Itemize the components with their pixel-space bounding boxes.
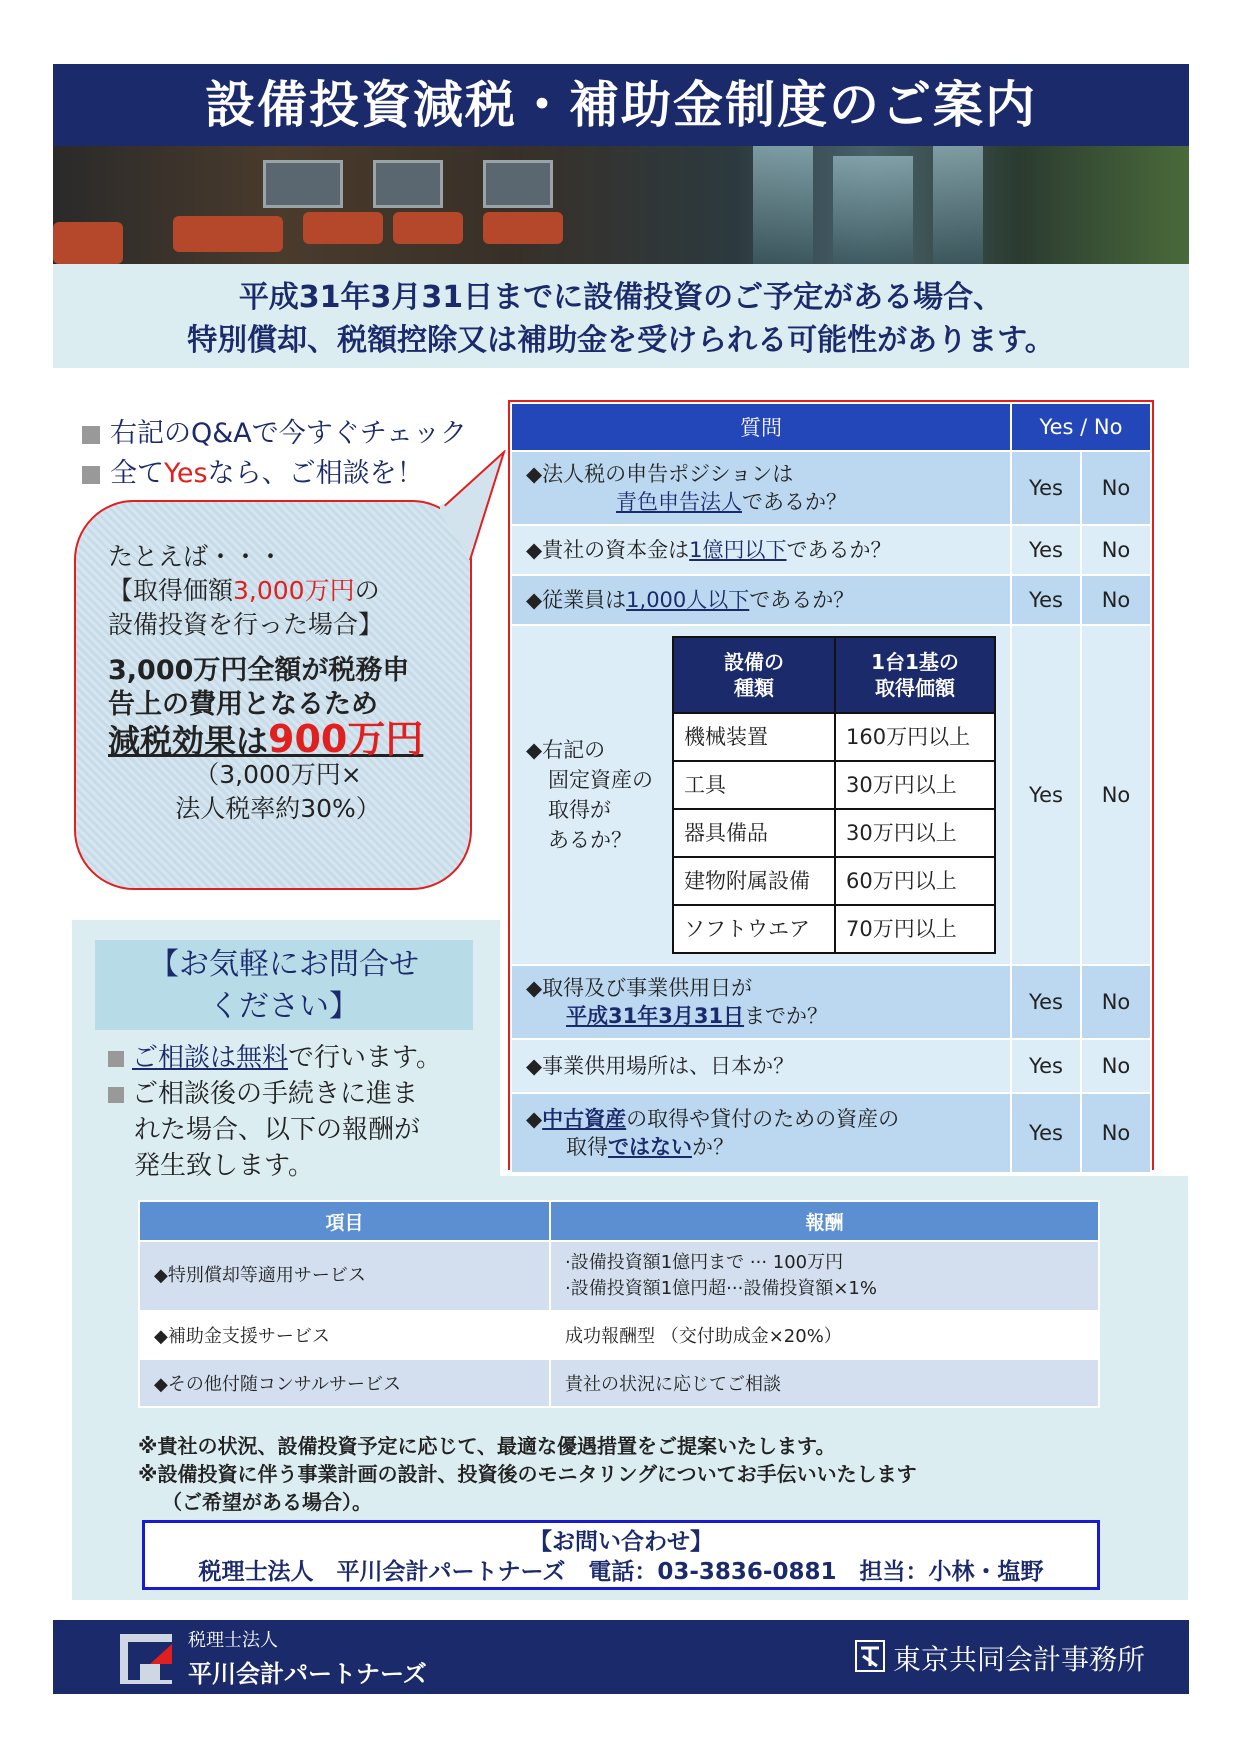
contact-notes: ご相談は無料で行います。 ご相談後の手続きに進ま れた場合、以下の報酬が 発生致します。 bbox=[108, 1040, 488, 1184]
firm-name: 平川会計パートナーズ bbox=[188, 1659, 427, 1688]
asset-row: 器具備品 30万円以上 bbox=[673, 809, 995, 857]
notice-line-1: 平成31年3月31日までに設備投資のご予定がある場合、 bbox=[238, 280, 1004, 315]
fee-table bbox=[138, 1200, 1100, 1408]
yes-option: Yes bbox=[1011, 625, 1081, 965]
tokyo-kyodo-logo-icon bbox=[855, 1640, 885, 1672]
qa-row: ◆従業員は1,000人以下であるか？ Yes No bbox=[511, 575, 1151, 625]
square-bullet-icon bbox=[82, 426, 100, 444]
qa-checklist-table bbox=[508, 400, 1154, 1170]
office-lobby-photo bbox=[53, 146, 1189, 264]
fee-row: ◆特別償却等適用サービス ·設備投資額1億円まで ··· 100万円 ·設備投資額1億円超···設備投資額×1% bbox=[139, 1241, 1099, 1311]
partner-firm-name: 東京共同会計事務所 bbox=[893, 1643, 1146, 1676]
fee-row: ◆その他付随コンサルサービス 貴社の状況に応じてご相談 bbox=[139, 1359, 1099, 1407]
firm-type-label: 税理士法人 bbox=[188, 1630, 278, 1651]
inquiry-box: 【お問い合わせ】 税理士法人 平川会計パートナーズ 電話：03-3836-0881 担当：小林・塩野 bbox=[142, 1520, 1100, 1590]
yes-option: Yes bbox=[1011, 575, 1081, 625]
asset-threshold-table: 設備の 種類 1台1基の 取得価額 機械装置 160万円以上 工具 30万円以上 器具備品 30万円以上 建物附属設備 60万円以上 ソフトウエア 70万円以上 bbox=[672, 636, 996, 954]
no-option: No bbox=[1081, 451, 1151, 525]
no-option: No bbox=[1081, 965, 1151, 1039]
qa-row: ◆中古資産の取得や貸付のための資産の 取得ではないか？ Yes No bbox=[511, 1093, 1151, 1173]
notice-line-2: 特別償却、税額控除又は補助金を受けられる可能性があります。 bbox=[187, 323, 1055, 358]
qa-row: ◆取得及び事業供用日が 平成31年3月31日までか？ Yes No bbox=[511, 965, 1151, 1039]
no-option: No bbox=[1081, 575, 1151, 625]
checklist-item: 全てYesなら、ご相談を！ bbox=[82, 454, 467, 494]
example-text: たとえば・・・ 【取得価額3,000万円の 設備投資を行った場合】 3,000万円全額が税務申 告上の費用となるため 減税効果は900万円 （3,000万円× 法人税率約30%） bbox=[108, 540, 448, 826]
qa-row: ◆事業供用場所は、日本か？ Yes No bbox=[511, 1039, 1151, 1093]
yes-option: Yes bbox=[1011, 1039, 1081, 1093]
qa-row: ◆貴社の資本金は1億円以下であるか？ Yes No bbox=[511, 525, 1151, 575]
asset-row: 工具 30万円以上 bbox=[673, 761, 995, 809]
fee-row: ◆補助金支援サービス 成功報酬型 （交付助成金×20%） bbox=[139, 1311, 1099, 1359]
checklist-item: 右記のQ&Aで今すぐチェック bbox=[82, 414, 467, 454]
bubble-tail bbox=[440, 450, 510, 570]
footnotes: ※貴社の状況、設備投資予定に応じて、最適な優遇措置をご提案いたします。 ※設備投資に伴う事業計画の設計、投資後のモニタリングについてお手伝いいたします （ご希望がある場合）。 bbox=[138, 1434, 917, 1514]
asset-row: 建物附属設備 60万円以上 bbox=[673, 857, 995, 905]
yes-option: Yes bbox=[1011, 965, 1081, 1039]
no-option: No bbox=[1081, 1093, 1151, 1173]
asset-row: 機械装置 160万円以上 bbox=[673, 713, 995, 761]
yes-option: Yes bbox=[1011, 451, 1081, 525]
qa-row: ◆右記の 固定資産の 取得が あるか？ 設備の 種類 1台1基の 取得価額 機械装置 160万円以上 工具 30万円以上 器具備品 30万円以上 建物附属設備 60万円以上 ソフトウエア 70万円以上 Yes No bbox=[511, 625, 1151, 965]
square-bullet-icon bbox=[108, 1087, 124, 1103]
qa-header-yesno: Yes / No bbox=[1011, 403, 1151, 451]
square-bullet-icon bbox=[82, 466, 100, 484]
hirakawa-logo-icon bbox=[120, 1634, 172, 1684]
asset-row: ソフトウエア 70万円以上 bbox=[673, 905, 995, 953]
qa-row: ◆法人税の申告ポジションは 青色申告法人であるか？ Yes No bbox=[511, 451, 1151, 525]
qa-header-question: 質問 bbox=[511, 403, 1011, 451]
yes-option: Yes bbox=[1011, 525, 1081, 575]
checklist bbox=[82, 414, 467, 494]
contact-heading: 【お気軽にお問合せ ください】 bbox=[95, 940, 473, 1030]
yes-option: Yes bbox=[1011, 1093, 1081, 1173]
deadline-notice bbox=[53, 264, 1189, 368]
no-option: No bbox=[1081, 525, 1151, 575]
fee-header-fee: 報酬 bbox=[550, 1201, 1099, 1241]
tax-effect: 減税効果は900万円 bbox=[108, 717, 424, 761]
fee-header-item: 項目 bbox=[139, 1201, 550, 1241]
no-option: No bbox=[1081, 1039, 1151, 1093]
no-option: No bbox=[1081, 625, 1151, 965]
page-title: 設備投資減税・補助金制度のご案内 bbox=[53, 64, 1189, 146]
square-bullet-icon bbox=[108, 1051, 124, 1067]
phone-contact: 税理士法人 平川会計パートナーズ 電話：03-3836-0881 担当：小林・塩野 bbox=[198, 1559, 1044, 1585]
